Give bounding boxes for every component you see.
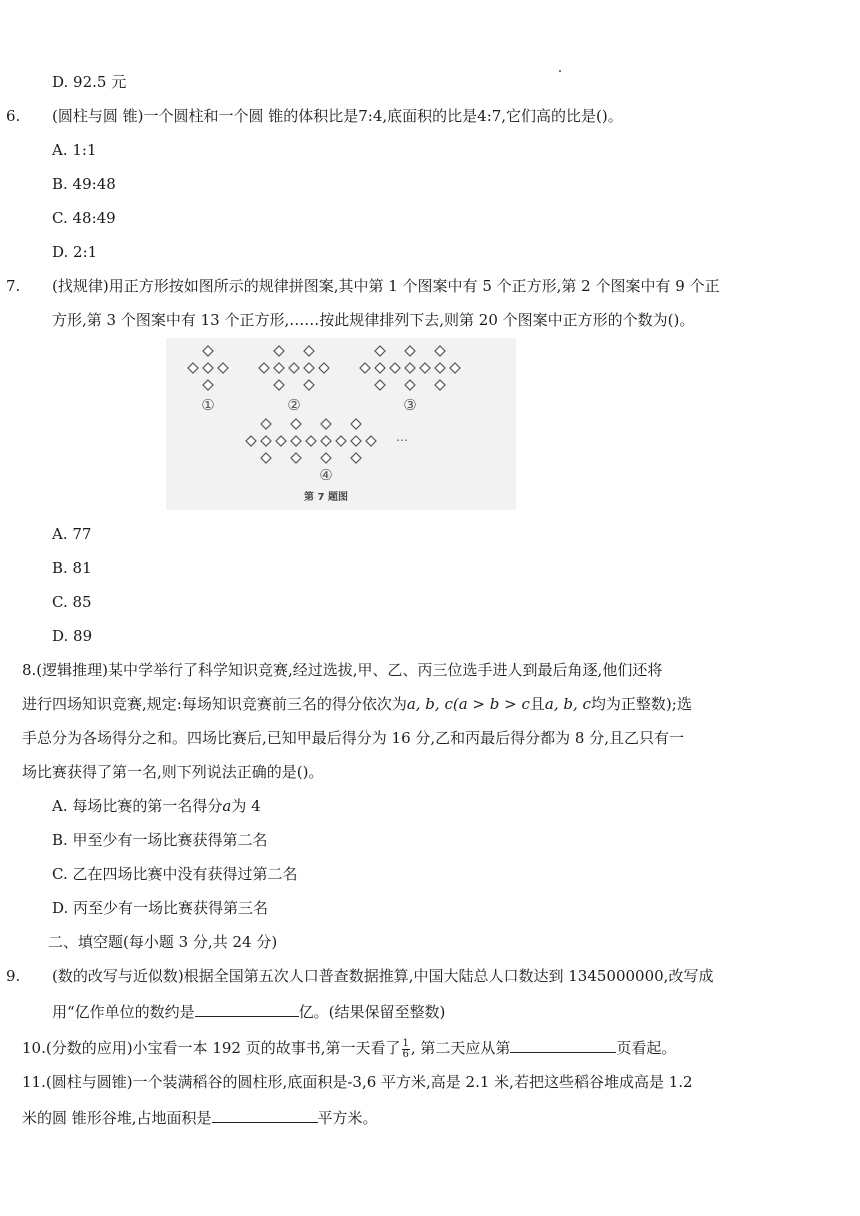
square-shape — [274, 363, 284, 373]
square-shape — [319, 363, 329, 373]
q8-option-b: B. 甲至少有一场比赛获得第二名 — [52, 831, 268, 849]
q10-fraction — [402, 1039, 410, 1060]
q10-answer-blank[interactable] — [510, 1036, 616, 1053]
q7-option-b: B. 81 — [52, 559, 92, 577]
square-shape — [203, 363, 213, 373]
pattern-diagram — [166, 338, 516, 510]
square-shape — [351, 419, 361, 429]
square-shape — [405, 363, 415, 373]
figure-label-1: ① — [201, 396, 215, 414]
square-shape — [321, 419, 331, 429]
square-shape — [304, 363, 314, 373]
section-title: 二、填空题(每小题 3 分,共 24 分) — [48, 933, 278, 951]
square-shape — [435, 380, 445, 390]
square-shape — [203, 380, 213, 390]
figure-label-4: ④ — [319, 466, 333, 484]
figure-caption: 第 7 题图 — [304, 492, 348, 503]
square-shape — [276, 436, 286, 446]
q9-line1: (数的改写与近似数)根据全国第五次人口普查数据推算,中国大陆总人口数达到 1345000000,改写成 — [52, 967, 714, 985]
square-shape — [274, 380, 284, 390]
q11-answer-blank[interactable] — [212, 1106, 318, 1123]
q5-option-d: D. 92.5 元 — [52, 73, 127, 91]
q6-option-b: B. 49:48 — [52, 175, 116, 193]
q6-option-c: C. 48:49 — [52, 209, 116, 227]
q8-option-a-text: A. 每场比赛的第一名得分 — [52, 797, 223, 815]
square-shape — [450, 363, 460, 373]
fraction-denominator: 6 — [402, 1048, 409, 1060]
q7-option-a: A. 77 — [52, 525, 92, 543]
q10-text: 10.(分数的应用)小宝看一本 192 页的故事书,第一天看了 — [22, 1039, 401, 1057]
q6-option-d: D. 2:1 — [52, 243, 98, 261]
q8-line2-text: 进行四场知识竞赛,规定:每场知识竞赛前三名的得分依次为 — [22, 695, 407, 713]
q10-line — [22, 1036, 676, 1060]
square-shape — [420, 363, 430, 373]
square-shape — [188, 363, 198, 373]
square-shape — [336, 436, 346, 446]
square-shape — [274, 346, 284, 356]
q6-option-a: A. 1:1 — [52, 141, 97, 159]
q8-line2-tail: 均为正整数);选 — [590, 695, 692, 713]
figure-label-3: ③ — [403, 396, 417, 414]
q9-line2 — [52, 1000, 445, 1022]
q10-text-mid: , 第二天应从第 — [410, 1039, 511, 1057]
square-shape — [291, 436, 301, 446]
q7-question-line1: (找规律)用正方形按如图所示的规律拼图案,其中第 1 个图案中有 5 个正方形,第 2 个图案中有 9 个正 — [52, 277, 720, 295]
square-shape — [304, 380, 314, 390]
square-shape — [360, 363, 370, 373]
q8-option-d: D. 丙至少有一场比赛获得第三名 — [52, 899, 269, 917]
figure-ellipsis: … — [396, 430, 408, 444]
q8-line4: 场比赛获得了第一名,则下列说法正确的是()。 — [22, 763, 324, 781]
square-shape — [261, 419, 271, 429]
square-shape — [351, 453, 361, 463]
q11-line2-tail: 平方米。 — [317, 1109, 378, 1127]
q10-text-tail: 页看起。 — [616, 1039, 677, 1057]
square-shape — [246, 436, 256, 446]
fraction-numerator: 1 — [402, 1037, 409, 1049]
square-shape — [366, 436, 376, 446]
q6-question: (圆柱与圆 锥)一个圆柱和一个圆 锥的体积比是7:4,底面积的比是4:7,它们高的比是()。 — [52, 107, 623, 125]
q8-option-c: C. 乙在四场比赛中没有获得过第二名 — [52, 865, 298, 883]
square-shape — [375, 346, 385, 356]
q7-number: 7. — [6, 277, 21, 295]
square-shape — [375, 380, 385, 390]
square-shape — [291, 453, 301, 463]
square-shape — [405, 346, 415, 356]
q7-option-d: D. 89 — [52, 627, 93, 645]
square-shape — [321, 436, 331, 446]
q11-line1: 11.(圆柱与圆锥)一个装满稻谷的圆柱形,底面积是-3,6 平方米,高是 2.1 米,若把这些稻谷堆成高是 1.2 — [22, 1073, 693, 1091]
q11-line2 — [22, 1106, 378, 1128]
square-shape — [304, 346, 314, 356]
q7-question-line2: 方形,第 3 个图案中有 13 个正方形,……按此规律排列下去,则第 20 个图案中正方形的个数为()。 — [52, 311, 695, 329]
q8-option-a-math: a — [222, 797, 232, 815]
square-shape — [203, 346, 213, 356]
square-shape — [435, 346, 445, 356]
q8-math-abc-2: a, b, c — [544, 695, 591, 713]
q6-number: 6. — [6, 107, 21, 125]
square-shape — [375, 363, 385, 373]
square-shape — [351, 436, 361, 446]
square-shape — [261, 453, 271, 463]
q7-option-c: C. 85 — [52, 593, 92, 611]
q8-line2-and: 且 — [529, 695, 545, 713]
figure-label-2: ② — [287, 396, 301, 414]
square-shape — [289, 363, 299, 373]
q7-figure — [166, 338, 516, 510]
q9-line2-text: 用“亿作单位的数约是 — [52, 1003, 195, 1021]
square-shape — [291, 419, 301, 429]
square-shape — [405, 380, 415, 390]
q11-line2-text: 米的圆 锥形谷堆,占地面积是 — [22, 1109, 212, 1127]
q8-line2 — [22, 694, 692, 714]
stray-dot — [559, 70, 561, 72]
q8-option-a-tail: 为 4 — [231, 797, 261, 815]
square-shape — [390, 363, 400, 373]
square-shape — [306, 436, 316, 446]
square-shape — [259, 363, 269, 373]
q9-number: 9. — [6, 967, 21, 985]
q8-line1: 8.(逻辑推理)某中学举行了科学知识竞赛,经过选拔,甲、乙、丙三位选手进人到最后角逐,他们还将 — [22, 661, 663, 679]
q8-math-abc: a, b, c(a > b > c — [406, 695, 530, 713]
q8-option-a — [52, 796, 261, 816]
square-shape — [321, 453, 331, 463]
q9-line2-tail: 亿。(结果保留至整数) — [298, 1003, 446, 1021]
square-shape — [218, 363, 228, 373]
q9-answer-blank[interactable] — [195, 1000, 299, 1017]
square-shape — [435, 363, 445, 373]
q8-line3: 手总分为各场得分之和。四场比赛后,已知甲最后得分为 16 分,乙和丙最后得分都为 8 分,且乙只有一 — [22, 729, 685, 747]
square-shape — [261, 436, 271, 446]
